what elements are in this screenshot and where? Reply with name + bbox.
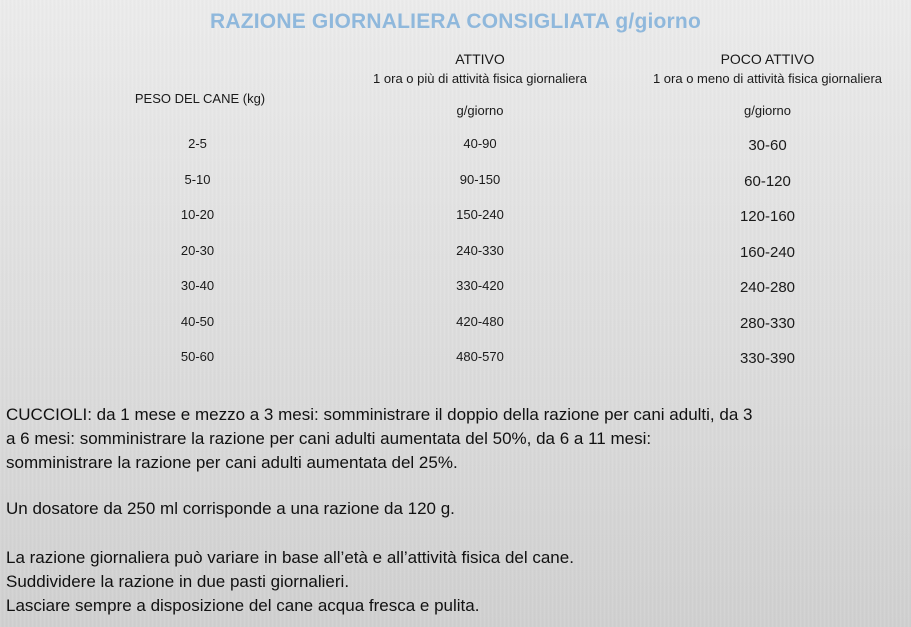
weight-cell: 40-50 [180, 313, 215, 329]
weight-cell: 20-30 [180, 242, 215, 258]
active-cell: 90-150 [459, 171, 501, 187]
weight-cell: 50-60 [180, 349, 215, 364]
less-active-cell: 280-330 [739, 314, 796, 332]
table-row [0, 346, 911, 382]
active-cell: 240-330 [456, 242, 504, 258]
active-column-label: ATTIVO [455, 51, 505, 67]
puppies-note-line-2: a 6 mesi: somministrare la razione per cani adulti aumentata del 50%, da 6 a 11 mesi: [6, 429, 652, 448]
weight-cell: 30-40 [180, 278, 215, 293]
puppies-note-line-3: somministrare la razione per cani adulti aumentata del 25%. [6, 453, 458, 472]
active-cell: 40-90 [463, 136, 497, 151]
table-row [0, 169, 911, 205]
less-active-column-unit: g/giorno [744, 103, 791, 118]
active-column-unit: g/giorno [456, 103, 504, 118]
page-title: RAZIONE GIORNALIERA CONSIGLIATA g/giorno [210, 10, 701, 33]
less-active-column-label: POCO ATTIVO [720, 51, 815, 67]
less-active-cell: 60-120 [744, 172, 791, 190]
dosatore-note: Un dosatore da 250 ml corrisponde a una razione da 120 g. [6, 499, 455, 518]
water-note: Lasciare sempre a disposizione del cane acqua fresca e pulita. [6, 596, 480, 615]
weight-column-header: PESO DEL CANE (kg) [134, 91, 266, 106]
variation-note: La razione giornaliera può variare in base all’età e all’attività fisica del cane. [6, 548, 574, 567]
table-row [0, 204, 911, 240]
weight-cell: 5-10 [184, 171, 211, 187]
ration-table [0, 133, 911, 382]
table-row [0, 311, 911, 347]
less-active-cell: 160-240 [739, 243, 796, 261]
notes-section [6, 403, 896, 618]
table-row [0, 275, 911, 311]
weight-cell: 10-20 [180, 207, 215, 222]
less-active-cell: 240-280 [739, 279, 796, 296]
active-cell: 150-240 [456, 207, 504, 222]
less-active-cell: 330-390 [739, 350, 796, 367]
puppies-note-line-1: CUCCIOLI: da 1 mese e mezzo a 3 mesi: somministrare il doppio della razione per cani adulti, da 3 [6, 405, 753, 424]
less-active-column-subtitle: 1 ora o meno di attività fisica giornaliera [652, 71, 883, 86]
less-active-column-header [625, 50, 910, 88]
table-row [0, 133, 911, 169]
active-cell: 420-480 [456, 313, 504, 329]
active-column-header [340, 50, 620, 88]
active-cell: 480-570 [456, 349, 504, 364]
weight-cell: 2-5 [188, 136, 207, 151]
meals-note: Suddividere la razione in due pasti giornalieri. [6, 572, 350, 591]
table-row [0, 240, 911, 276]
active-column-subtitle: 1 ora o più di attività fisica giornaliera [373, 71, 587, 86]
less-active-cell: 30-60 [748, 137, 787, 154]
active-cell: 330-420 [456, 278, 504, 293]
less-active-cell: 120-160 [739, 208, 796, 225]
